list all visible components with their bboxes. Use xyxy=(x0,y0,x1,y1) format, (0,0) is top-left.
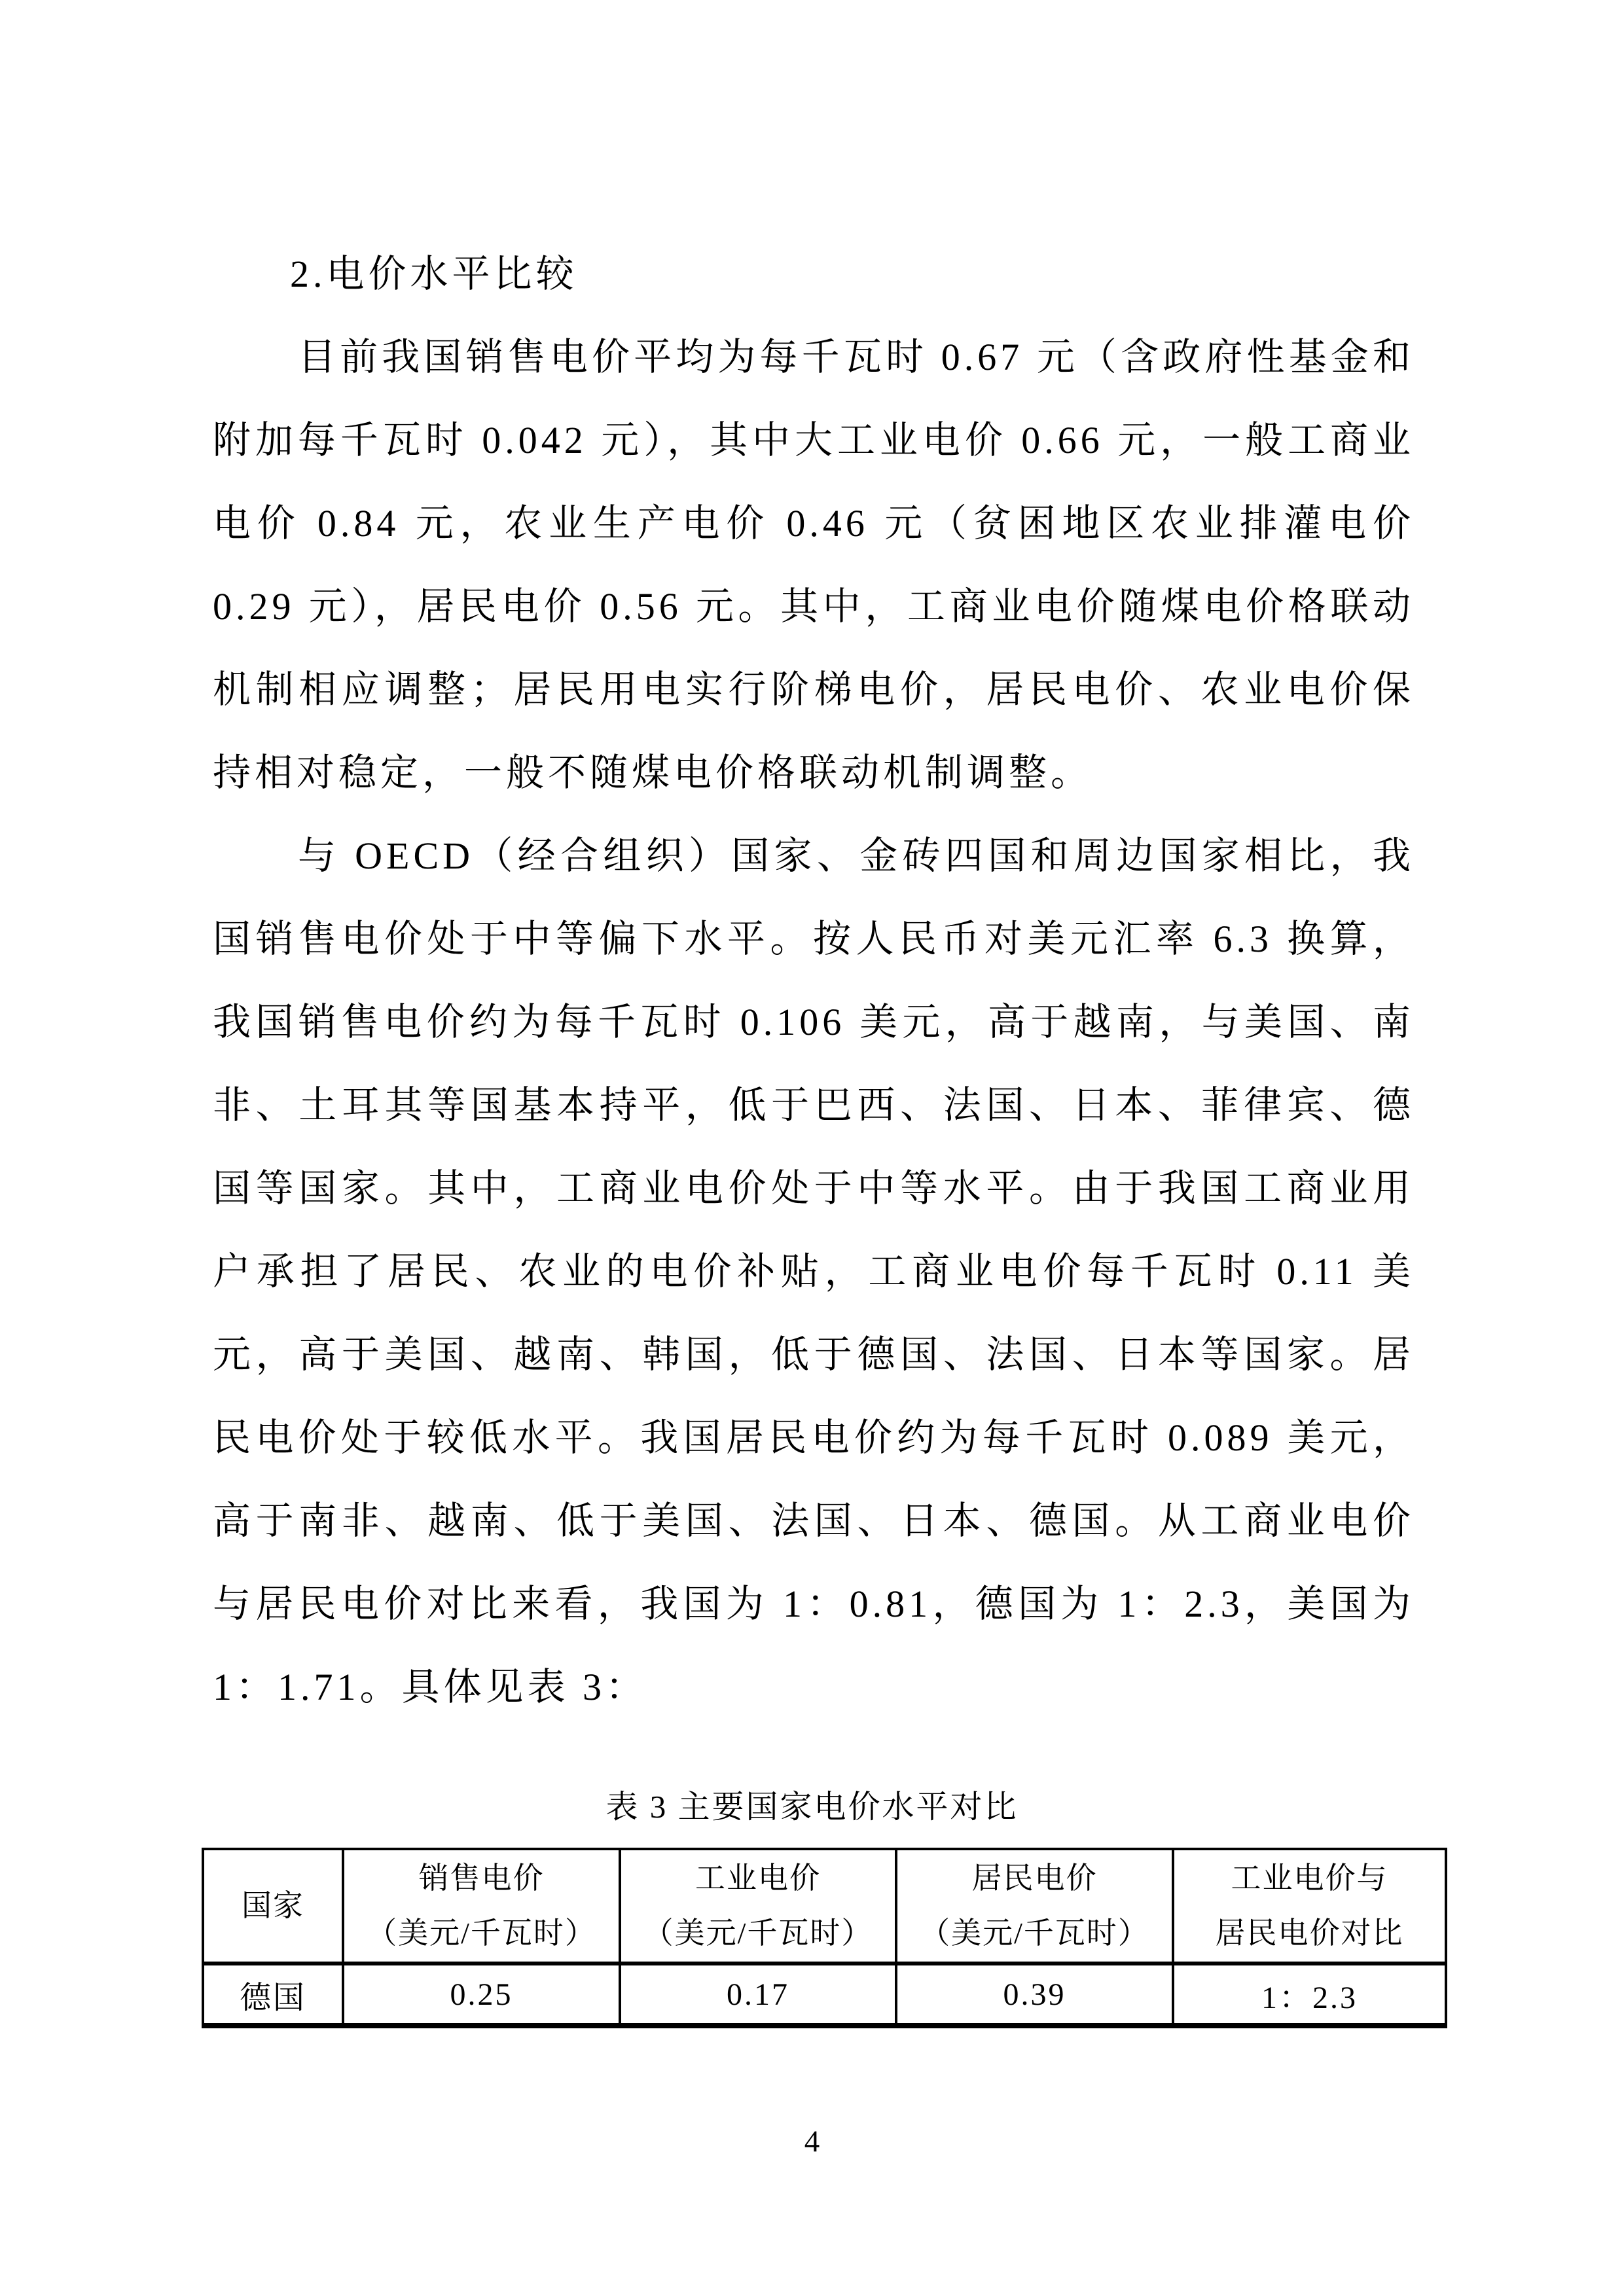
paragraph-domestic-prices: 目前我国销售电价平均为每千瓦时 0.67 元（含政府性基金和附加每千瓦时 0.042 元），其中大工业电价 0.66 元，一般工商业电价 0.84 元，农业生产电价 0.46 元（贫困地区农业排灌电价 0.29 元），居民电价 0.56 元。其中，工商业电价随煤电价格联动机制相应调整；居民用电实行阶梯电价，居民电价、农业电价保持相对稳定，一般不随煤电价格联动机制调整。 xyxy=(213,336,1415,794)
table-header-row xyxy=(203,1849,1446,1964)
cell-residential-price: 0.39 xyxy=(896,1964,1173,2026)
header-industrial-price-label: 工业电价 xyxy=(695,1861,821,1895)
header-sales-price-unit: （美元/千瓦时） xyxy=(367,1916,596,1950)
table-row-germany xyxy=(203,1964,1446,2026)
header-cell-country xyxy=(203,1849,343,1964)
cell-country: 德国 xyxy=(203,1964,343,2026)
cell-ratio: 1：2.3 xyxy=(1173,1964,1446,2026)
header-cell-ratio xyxy=(1173,1849,1446,1964)
page-number: 4 xyxy=(804,2125,820,2159)
header-country-label: 国家 xyxy=(242,1889,304,1922)
text-block xyxy=(213,232,1415,1729)
header-ratio-label-line2: 居民电价对比 xyxy=(1215,1916,1404,1950)
cell-sales-price: 0.25 xyxy=(343,1964,620,2026)
header-cell-sales-price xyxy=(343,1849,620,1964)
header-residential-price-label: 居民电价 xyxy=(971,1861,1098,1895)
header-sales-price-label: 销售电价 xyxy=(418,1861,545,1895)
table-caption: 表 3 主要国家电价水平对比 xyxy=(605,1789,1019,1825)
paragraph-international-comparison: 与 OECD（经合组织）国家、金砖四国和周边国家相比，我国销售电价处于中等偏下水平。按人民币对美元汇率 6.3 换算，我国销售电价约为每千瓦时 0.106 美元，高于越南，与美国、南非、土耳其等国基本持平，低于巴西、法国、日本、菲律宾、德国等国家。其中，工商业电价处于中等水平。由于我国工商业用户承担了居民、农业的电价补贴，工商业电价每千瓦时 0.11 美元，高于美国、越南、韩国，低于德国、法国、日本等国家。居民电价处于较低水平。我国居民电价约为每千瓦时 0.089 美元，高于南非、越南、低于美国、法国、日本、德国。从工商业电价与居民电价对比来看，我国为 1：0.81，德国为 1：2.3，美国为 1：1.71。具体见表 3： xyxy=(213,834,1415,1708)
price-comparison-table xyxy=(202,1848,1447,2028)
header-ratio-label-line1: 工业电价与 xyxy=(1231,1861,1388,1895)
cell-industrial-price: 0.17 xyxy=(620,1964,896,2026)
header-residential-price-unit: （美元/千瓦时） xyxy=(920,1916,1149,1950)
header-cell-residential-price xyxy=(896,1849,1173,1964)
section-heading: 2.电价水平比较 xyxy=(290,253,578,295)
header-industrial-price-unit: （美元/千瓦时） xyxy=(643,1916,873,1950)
header-cell-industrial-price xyxy=(620,1849,896,1964)
